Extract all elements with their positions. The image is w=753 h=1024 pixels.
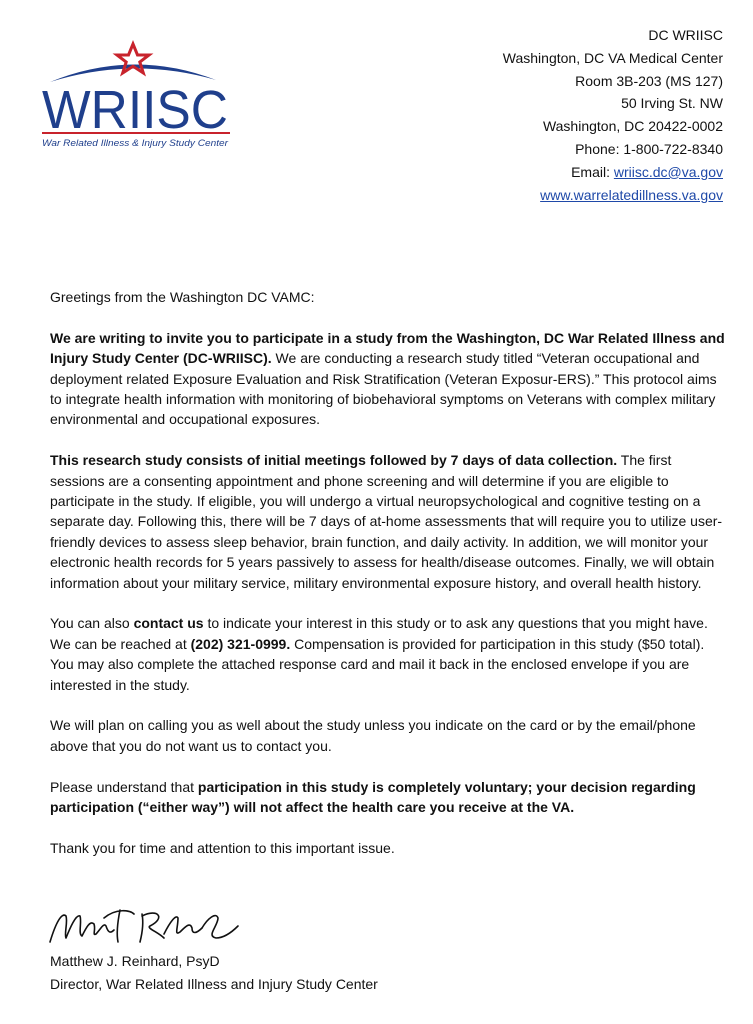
address-line-4: 50 Irving St. NW: [621, 95, 723, 112]
contact-text-b: to indicate your interest in this study or to ask any questions that you might have. We can be reached at: [50, 615, 708, 652]
contact-us-bold: contact us: [133, 615, 204, 632]
handwritten-signature: [46, 902, 242, 952]
paragraph-thanks: Thank you for time and attention to this important issue.: [50, 839, 395, 856]
paragraph-calling: We will plan on calling you as well about the study unless you indicate on the card or by the email/phone above that you do not want us to contact you.: [50, 717, 696, 754]
invitation-text: We are conducting a research study titled “Veteran occupational and deployment related Exposure Evaluation and Risk Stratification (Veteran Exposur-ERS).” This protocol aims to integrate health information with monitoring of biobehavioral symptoms on Veterans with complex military environmental and occupational exposures.: [50, 350, 717, 428]
paragraph-study-details: [50, 450, 728, 593]
logo-tagline: War Related Illness & Injury Study Center: [42, 138, 230, 148]
paragraph-invitation: [50, 328, 728, 430]
return-address: [503, 24, 723, 206]
logo-wordmark: WRIISC: [42, 80, 228, 140]
invitation-bold: We are writing to invite you to participate in a study from the Washington, DC War Related Illness and Injury Study Center (DC-WRIISC).: [50, 329, 725, 367]
address-line-2: Washington, DC VA Medical Center: [502, 49, 723, 66]
signer-title: Director, War Related Illness and Injury Study Center: [50, 976, 378, 992]
voluntary-text: Please understand that: [50, 778, 198, 795]
address-website-row: [503, 184, 723, 207]
study-details-bold: This research study consists of initial meetings followed by 7 days of data collection.: [50, 452, 618, 469]
wriisc-logo: [38, 40, 238, 155]
signature-graphic: [46, 902, 242, 952]
contact-text-c: Compensation is provided for participation in this study ($50 total). You may also complete the attached response card and mail it back in the enclosed envelope if you are interested in the study.: [50, 635, 705, 693]
wriisc-logo-graphic: [38, 40, 238, 155]
voluntary-bold: participation in this study is completely voluntary; your decision regarding participation (“either way”) will not affect the health care you receive at the VA.: [50, 778, 696, 816]
address-line-1: DC WRIISC: [648, 27, 723, 43]
signature-block: [50, 950, 378, 996]
letter-body: [50, 287, 728, 879]
signer-name: Matthew J. Reinhard, PsyD: [50, 953, 220, 969]
greeting: Greetings from the Washington DC VAMC:: [50, 289, 315, 305]
address-phone: Phone: 1-800-722-8340: [575, 140, 723, 157]
contact-text-a: You can also: [50, 615, 134, 632]
address-line-5: Washington, DC 20422-0002: [542, 118, 723, 135]
paragraph-voluntary: [50, 777, 728, 818]
address-email-row: [503, 161, 723, 184]
address-line-3: Room 3B-203 (MS 127): [575, 72, 723, 89]
email-link[interactable]: wriisc.dc@va.gov: [613, 163, 723, 180]
paragraph-contact: [50, 613, 728, 695]
study-details-text: The first sessions are a consenting appointment and phone screening and will determine if you are eligible to participate in the study. If eligible, you will undergo a virtual neuropsychological and cognitive testing on a separate day. Following this, there will be 7 days of at-home assessments that will require you to utilize user-friendly devices to assess sleep behavior, brain function, and daily activity. In addition, we will monitor your electronic health records for 5 years passively to assess for health/disease outcomes. Finally, we will obtain information about your military service, military environmental exposure history, and overall health history.: [50, 452, 723, 591]
contact-phone-bold: (202) 321-0999.: [190, 635, 291, 652]
website-link[interactable]: www.warrelatedillness.va.gov: [540, 186, 723, 203]
email-label: Email:: [571, 163, 614, 180]
